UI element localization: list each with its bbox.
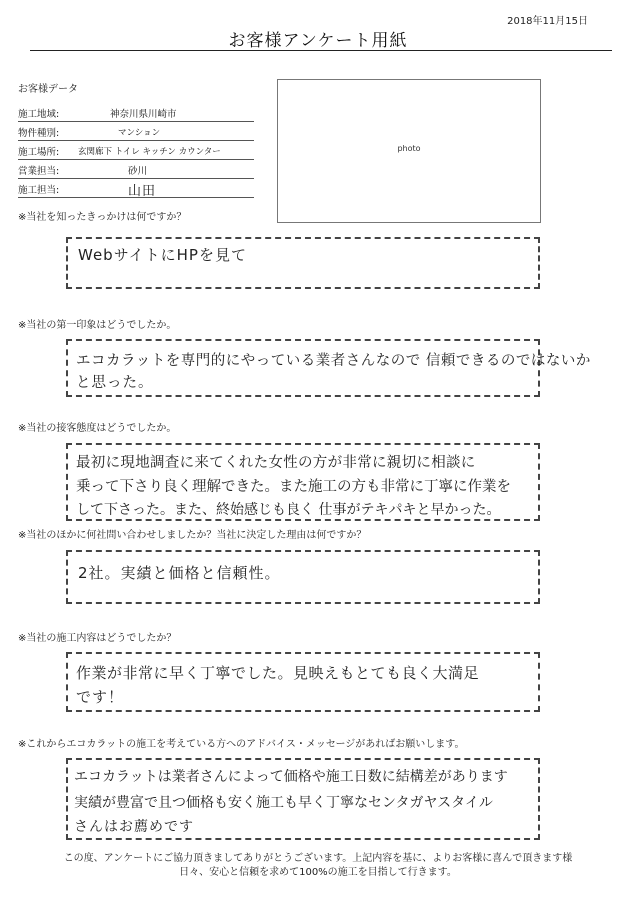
customer-data-heading: お客様データ — [18, 84, 78, 95]
photo-placeholder — [277, 79, 541, 223]
answer-box-3 — [66, 443, 540, 521]
location-value: 神奈川県川崎市 — [110, 109, 177, 120]
info-row-location — [18, 104, 254, 122]
construction-value: 山田 — [128, 184, 157, 199]
place-label: 施工場所: — [18, 147, 60, 158]
page-title: お客様アンケート用紙 — [228, 31, 408, 51]
answer-box-4 — [66, 550, 540, 604]
answer-2-line-2: と思った。 — [76, 375, 154, 391]
type-value: マンション — [118, 128, 161, 138]
type-label: 物件種別: — [18, 128, 60, 139]
answer-6-line-1: エコカラットは業者さんによって価格や施工日数に結構差があります — [74, 769, 508, 785]
survey-date: 2018年11月15日 — [507, 16, 588, 27]
answer-5-line-1: 作業が非常に早く丁寧でした。見映えもとても良く大満足 — [76, 664, 480, 682]
answer-box-1 — [66, 237, 540, 289]
sales-value: 砂川 — [128, 166, 148, 177]
footer-line-2: 日々、安心と信頼を求めて100%の施工を目指して行きます。 — [179, 867, 457, 878]
title-divider — [30, 50, 612, 51]
answer-box-2 — [66, 339, 591, 397]
question-1: ※当社を知ったきっかけは何ですか？ — [18, 212, 187, 223]
answer-3-line-1: 最初に現地調査に来てくれた女性の方が非常に親切に相談に — [76, 455, 476, 471]
question-6: ※これからエコカラットの施工を考えている方へのアドバイス・メッセージがあればお願いします。 — [18, 739, 465, 750]
info-row-type — [18, 123, 254, 141]
answer-1-line-1: WebサイトにHPを見て — [78, 246, 247, 264]
footer-message — [0, 852, 636, 880]
location-label: 施工地域: — [18, 109, 60, 120]
question-4: ※当社のほかに何社問い合わせしましたか？当社に決定した理由は何ですか？ — [18, 530, 367, 541]
answer-4-line-1: 2社。実績と価格と信頼性。 — [78, 564, 281, 582]
answer-box-6 — [66, 758, 540, 840]
question-3: ※当社の接客態度はどうでしたか。 — [18, 423, 177, 434]
info-row-construction — [18, 180, 254, 198]
answer-box-5 — [66, 652, 540, 712]
construction-label: 施工担当: — [18, 185, 60, 196]
answer-2-line-1: エコカラットを専門的にやっている業者さんなので 信頼できるのではないか — [76, 353, 591, 369]
footer-line-1: この度、アンケートにご協力頂きましてありがとうございます。上記内容を基に、よりお客様に喜んで頂きます様 — [63, 853, 573, 864]
info-row-sales — [18, 161, 254, 179]
answer-3-line-3: して下さった。また、終始感じも良く 仕事がテキパキと早かった。 — [76, 502, 501, 518]
info-row-place — [18, 142, 254, 160]
answer-6-line-2: 実績が豊富で且つ価格も安く施工も早く丁寧なセンタガヤスタイル — [74, 795, 493, 811]
answer-3-line-2: 乗って下さり良く理解できた。また施工の方も非常に丁寧に作業を — [76, 479, 511, 495]
photo-label: photo — [397, 144, 421, 153]
place-value: 玄関廊下 トイレ キッチン カウンター — [78, 147, 221, 157]
answer-6-line-3: さんはお薦めです — [74, 819, 194, 835]
answer-5-line-2: です！ — [76, 688, 125, 706]
sales-label: 営業担当: — [18, 166, 60, 177]
question-2: ※当社の第一印象はどうでしたか。 — [18, 320, 177, 331]
question-5: ※当社の施工内容はどうでしたか？ — [18, 633, 177, 644]
